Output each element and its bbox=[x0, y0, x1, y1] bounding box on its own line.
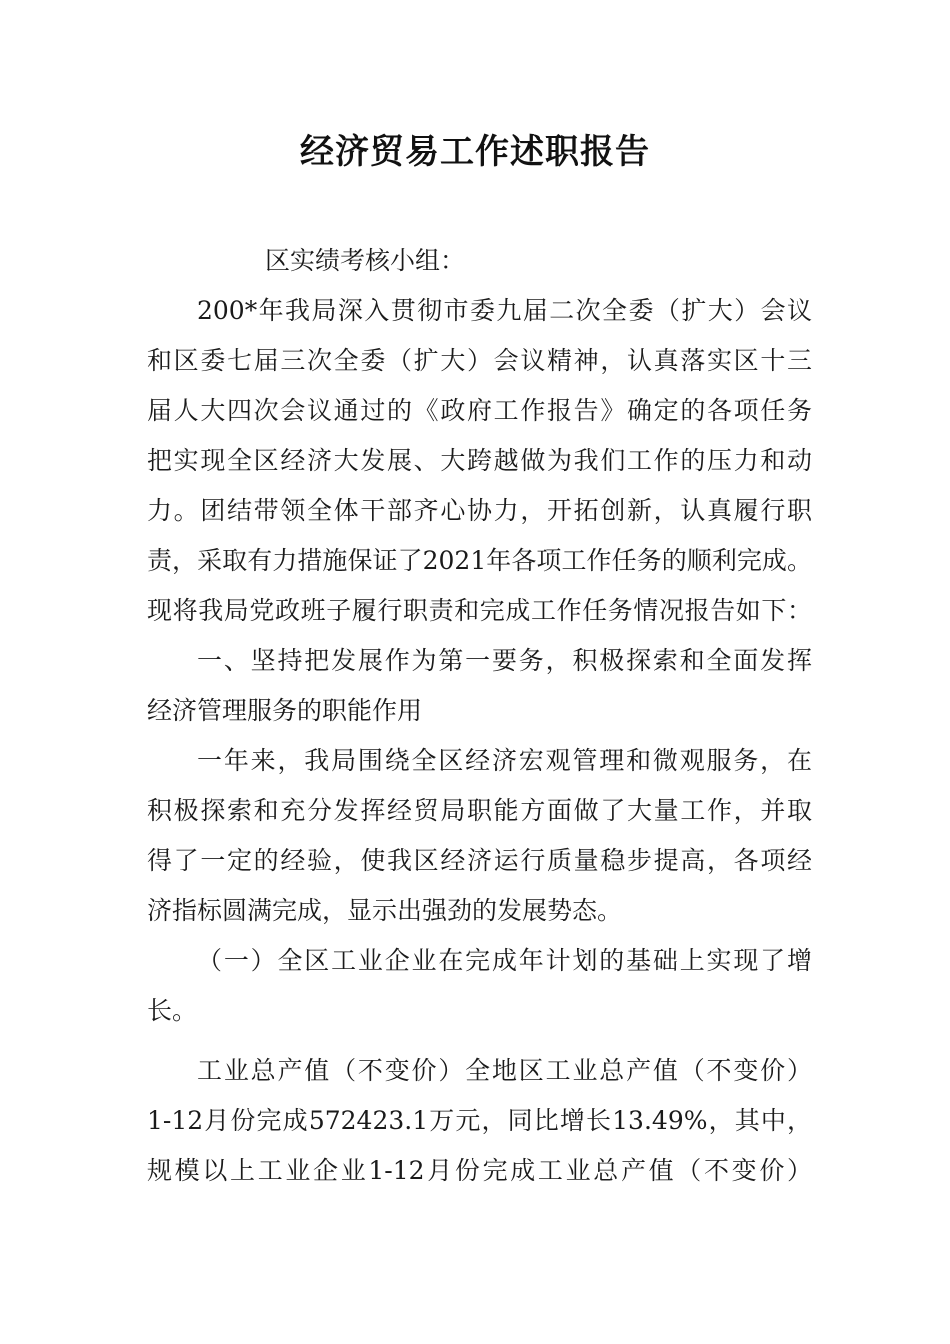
body-line: 把实现全区经济大发展、大跨越做为我们工作的压力和动 bbox=[147, 446, 812, 475]
subsection-heading: （一）全区工业企业在完成年计划的基础上实现了增 bbox=[197, 946, 812, 975]
body-line: 届人大四次会议通过的《政府工作报告》确定的各项任务 bbox=[147, 396, 812, 425]
section-heading: 经济管理服务的职能作用 bbox=[147, 696, 423, 725]
salutation: 区实绩考核小组： bbox=[265, 246, 466, 275]
subsection-heading: 长。 bbox=[147, 996, 198, 1025]
body-line: 工业总产值（不变价）全地区工业总产值（不变价） bbox=[197, 1056, 812, 1085]
body-line: 济指标圆满完成，显示出强劲的发展势态。 bbox=[147, 896, 623, 925]
body-line: 力。团结带领全体干部齐心协力，开拓创新，认真履行职 bbox=[147, 496, 812, 525]
body-line: 一年来，我局围绕全区经济宏观管理和微观服务，在 bbox=[197, 746, 812, 775]
section-heading: 一、坚持把发展作为第一要务，积极探索和全面发挥 bbox=[197, 646, 812, 675]
body-line: 得了一定的经验，使我区经济运行质量稳步提高，各项经 bbox=[147, 846, 812, 875]
body-line: 现将我局党政班子履行职责和完成工作任务情况报告如下： bbox=[147, 596, 812, 625]
body-line: 1-12月份完成572423.1万元，同比增长13.49%，其中， bbox=[147, 1106, 812, 1135]
body-line: 规模以上工业企业1-12月份完成工业总产值（不变价） bbox=[147, 1156, 812, 1185]
body-line: 积极探索和充分发挥经贸局职能方面做了大量工作，并取 bbox=[147, 796, 812, 825]
document-title: 经济贸易工作述职报告 bbox=[300, 132, 650, 172]
document-body bbox=[147, 236, 812, 1196]
body-line: 200*年我局深入贯彻市委九届二次全委（扩大）会议 bbox=[197, 296, 812, 325]
body-line: 和区委七届三次全委（扩大）会议精神，认真落实区十三 bbox=[147, 346, 812, 375]
body-line: 责，采取有力措施保证了2021年各项工作任务的顺利完成。 bbox=[147, 546, 812, 575]
